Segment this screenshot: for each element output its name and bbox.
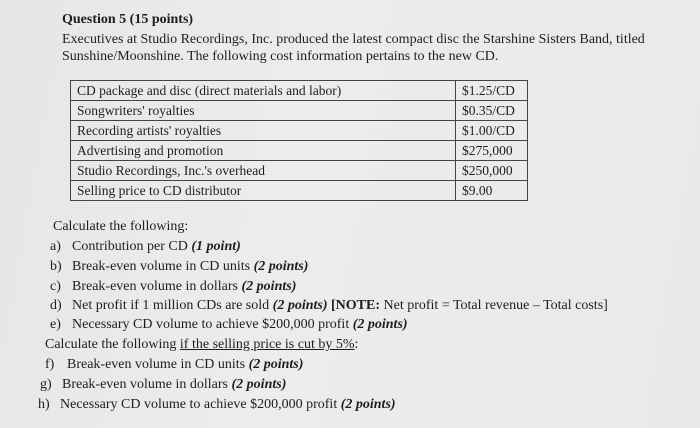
item-letter: f): [45, 357, 55, 372]
item-points: (2 points): [340, 397, 396, 412]
item-text: Necessary CD volume to achieve $200,000 profit: [72, 317, 350, 332]
item-text: Break-even volume in dollars: [62, 377, 229, 392]
table-row: [71, 161, 528, 181]
cost-value: $275,000: [456, 141, 528, 161]
item-points: (2 points): [248, 357, 304, 372]
item-points: (2 points): [253, 259, 309, 274]
item-points: (2 points): [272, 298, 328, 313]
item-note-label: [NOTE:: [331, 298, 380, 313]
item-text: Necessary CD volume to achieve $200,000 profit: [60, 397, 338, 412]
list-item: [50, 259, 308, 275]
list-item: [50, 298, 608, 314]
list-item: [50, 239, 241, 255]
item-points: (2 points): [352, 317, 408, 332]
table-row: [71, 81, 528, 101]
item-note-text: Net profit = Total revenue – Total costs]: [383, 298, 608, 313]
item-letter: c): [50, 279, 61, 294]
item-letter: h): [38, 397, 50, 412]
table-row: [71, 181, 528, 201]
item-text: Break-even volume in CD units: [67, 357, 246, 372]
list-item: [50, 317, 408, 333]
list-item: [50, 279, 296, 295]
part2-heading-suffix: :: [354, 337, 359, 352]
table-row: [71, 141, 528, 161]
part2-heading-prefix: Calculate the following: [45, 337, 180, 352]
cost-label: Recording artists' royalties: [71, 121, 456, 141]
item-letter: b): [50, 259, 62, 274]
item-text: Net profit if 1 million CDs are sold: [72, 298, 270, 313]
item-letter: e): [50, 317, 61, 332]
question-intro: Executives at Studio Recordings, Inc. produced the latest compact disc the Starshine Sisters Band, titled Sunshine/Moonshine. The following cost information pertains to the new CD.: [62, 32, 645, 64]
list-item: [40, 377, 286, 393]
item-letter: g): [40, 377, 52, 392]
part2-heading-condition: if the selling price is cut by 5%: [179, 337, 355, 352]
item-points: (2 points): [241, 279, 297, 294]
cost-value: $250,000: [456, 161, 528, 181]
list-item: [45, 357, 303, 373]
list-item: [38, 397, 396, 413]
cost-value: $0.35/CD: [456, 101, 528, 121]
item-points: (2 points): [231, 377, 287, 392]
part2-heading: [45, 337, 358, 353]
table-row: [71, 101, 528, 121]
table-row: [71, 121, 528, 141]
item-letter: d): [50, 298, 62, 313]
cost-table: [70, 80, 528, 201]
cost-label: Studio Recordings, Inc.'s overhead: [71, 161, 456, 181]
item-text: Break-even volume in dollars: [72, 279, 239, 294]
cost-label: Selling price to CD distributor: [71, 181, 456, 201]
cost-label: CD package and disc (direct materials and labor): [71, 81, 456, 101]
item-points: (1 point): [191, 239, 241, 254]
part1-heading: Calculate the following:: [53, 219, 189, 234]
cost-value: $1.25/CD: [456, 81, 528, 101]
cost-label: Advertising and promotion: [71, 141, 456, 161]
cost-value: $1.00/CD: [456, 121, 528, 141]
item-letter: a): [50, 239, 61, 254]
cost-value: $9.00: [456, 181, 528, 201]
cost-label: Songwriters' royalties: [71, 101, 456, 121]
item-text: Break-even volume in CD units: [72, 259, 251, 274]
question-title: Question 5 (15 points): [62, 12, 194, 27]
item-text: Contribution per CD: [72, 239, 188, 254]
